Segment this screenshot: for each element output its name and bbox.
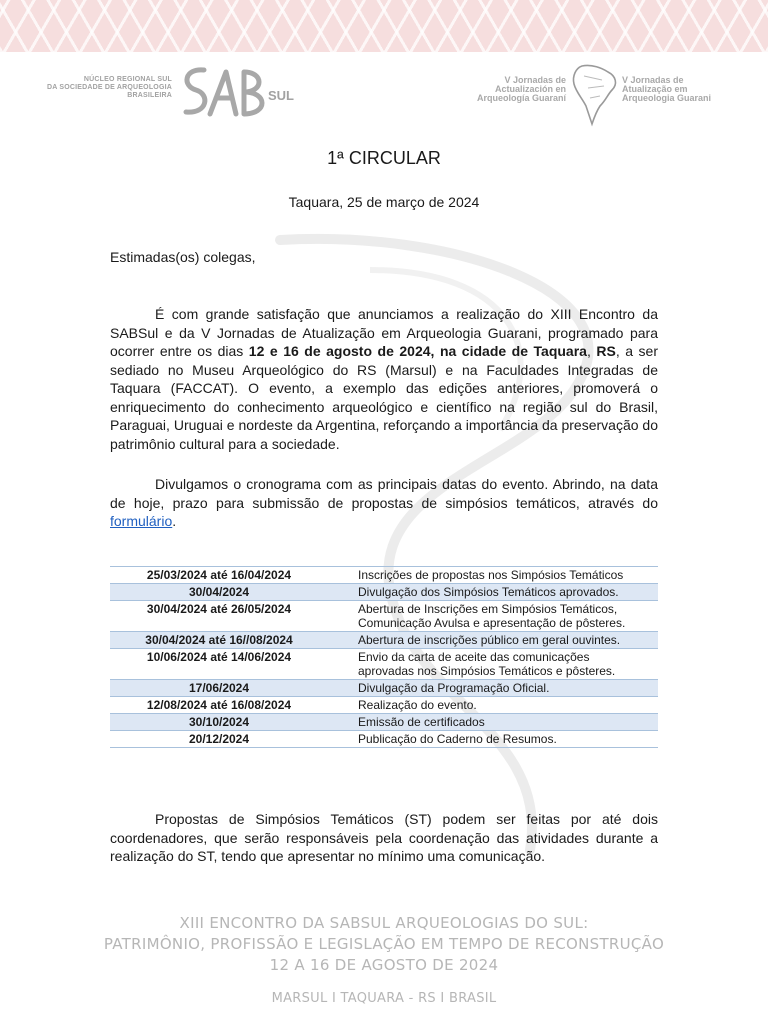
footer-line-3: 12 A 16 DE AGOSTO DE 2024 (269, 956, 499, 974)
p1-bold-state: RS (596, 343, 616, 359)
schedule-date: 25/03/2024 até 16/04/2024 (146, 568, 292, 582)
proposals-paragraph: Propostas de Simpósios Temáticos (ST) podem ser feitas por até dois coordenadores, que serão responsáveis pela coordenação das atividades durante a realização do ST, tendo que apresentar no mínimo uma comunicação. (110, 811, 658, 864)
schedule-date: 20/12/2024 (188, 732, 250, 746)
greeting: Estimadas(os) colegas, (110, 249, 256, 265)
schedule-intro-paragraph (110, 475, 658, 531)
jornadas-pt-line-2: Atualização em (622, 84, 688, 94)
p2-text: Divulgamos o cronograma com as principais datas do evento. Abrindo, na data de hoje, prazo para submissão de propostas de simpósios temáticos, através do (110, 476, 658, 511)
schedule-activity (328, 649, 658, 680)
jornadas-title-pt (622, 76, 738, 103)
schedule-activity (328, 731, 658, 748)
schedule-activity (328, 697, 658, 714)
activity-line-2: aprovadas nos Simpósios Temáticos e pôsteres. (358, 664, 616, 678)
activity-line: Envio da carta de aceite das comunicações (358, 650, 590, 664)
p1-text-1: É com grande satisfação que anunciamos a realização do XIII Encontro da SABSul e da V Jornadas de Atualização em Arqueologia Guarani, programado para ocorrer entre os dias (110, 306, 658, 359)
schedule-activity (328, 567, 658, 584)
schedule-activity (328, 632, 658, 649)
dateline: Taquara, 25 de março de 2024 (288, 194, 480, 210)
activity-line: Abertura de inscrições público em geral ouvintes. (358, 633, 621, 647)
table-row (110, 567, 658, 584)
activity-line: Inscrições de propostas nos Simpósios Temáticos (358, 568, 624, 582)
jornadas-es-line-1: V Jornadas de (504, 75, 566, 85)
jornadas-pt-line-1: V Jornadas de (622, 75, 684, 85)
activity-line: Emissão de certificados (358, 715, 485, 729)
p1-bold-dates: 12 e 16 de agosto de 2024, na cidade de Taquara (248, 343, 587, 359)
sab-logo-icon (174, 62, 270, 122)
page-title: 1ª CIRCULAR (327, 148, 441, 168)
footer-venue: MARSUL I TAQUARA - RS I BRASIL (271, 991, 497, 1006)
org-line-3: BRASILEIRA (127, 92, 172, 99)
activity-line: Abertura de Inscrições em Simpósios Temáticos, (358, 602, 618, 616)
activity-line: Publicação do Caderno de Resumos. (358, 732, 557, 746)
activity-line: Divulgação da Programação Oficial. (358, 681, 550, 695)
p2-end: . (172, 513, 177, 529)
sabsul-suffix: SUL (268, 88, 294, 103)
table-row (110, 632, 658, 649)
org-line-1: NÚCLEO REGIONAL SUL (83, 76, 172, 83)
schedule-date: 30/04/2024 até 26/05/2024 (146, 602, 292, 616)
jornadas-title-es (448, 76, 566, 103)
org-line-2: DA SOCIEDADE DE ARQUEOLOGIA (46, 84, 172, 91)
schedule-date: 30/04/2024 (188, 585, 250, 599)
schedule-date: 30/10/2024 (188, 715, 250, 729)
table-row (110, 584, 658, 601)
table-row (110, 680, 658, 697)
jornadas-es-line-2: Actualización en (494, 84, 566, 94)
table-row (110, 714, 658, 731)
sabsul-org-name (36, 76, 172, 100)
schedule-activity (328, 680, 658, 697)
sabsul-logo (36, 62, 306, 122)
form-link[interactable]: formulário (110, 513, 173, 529)
table-row (110, 697, 658, 714)
table-row (110, 731, 658, 748)
jornadas-pt-line-3: Arqueologia Guarani (622, 93, 712, 103)
schedule-date: 12/08/2024 até 16/08/2024 (146, 698, 292, 712)
schedule-date: 17/06/2024 (188, 681, 250, 695)
jornadas-logo (448, 62, 738, 128)
schedule-date: 10/06/2024 até 14/06/2024 (146, 650, 292, 664)
activity-line-2: Comunicação Avulsa e apresentação de pôsteres. (358, 616, 626, 630)
p1-text-3: , a ser sediado no Museu Arqueológico do RS (Marsul) e na Faculdades Integradas de Taquara (FACCAT). O evento, a exemplo das edições anteriores, promoverá o enriquecimento do conhecimento arqueológico e científico na região sul do Brasil, Paraguai, Uruguai e nordeste da Argentina, reforçando a importância da preservação do patrimônio cultural para a sociedade. (110, 343, 658, 452)
p1-text-2: , (586, 343, 597, 359)
activity-line: Realização do evento. (358, 698, 477, 712)
table-row (110, 649, 658, 680)
decorative-header-band (0, 0, 768, 52)
announcement-paragraph (110, 305, 658, 453)
activity-line: Divulgação dos Simpósios Temáticos aprovados. (358, 585, 619, 599)
table-row (110, 601, 658, 632)
schedule-date: 30/04/2024 até 16//08/2024 (145, 633, 293, 647)
schedule-activity (328, 584, 658, 601)
footer-line-1: XIII ENCONTRO DA SABSUL ARQUEOLOGIAS DO SUL: (179, 914, 589, 932)
schedule-activity (328, 714, 658, 731)
south-america-map-icon (568, 62, 620, 128)
footer-line-2: PATRIMÔNIO, PROFISSÃO E LEGISLAÇÃO EM TEMPO DE RECONSTRUÇÃO (103, 935, 665, 953)
schedule-activity (328, 601, 658, 632)
jornadas-es-line-3: Arqueología Guaraní (476, 93, 566, 103)
schedule-table (110, 566, 658, 748)
